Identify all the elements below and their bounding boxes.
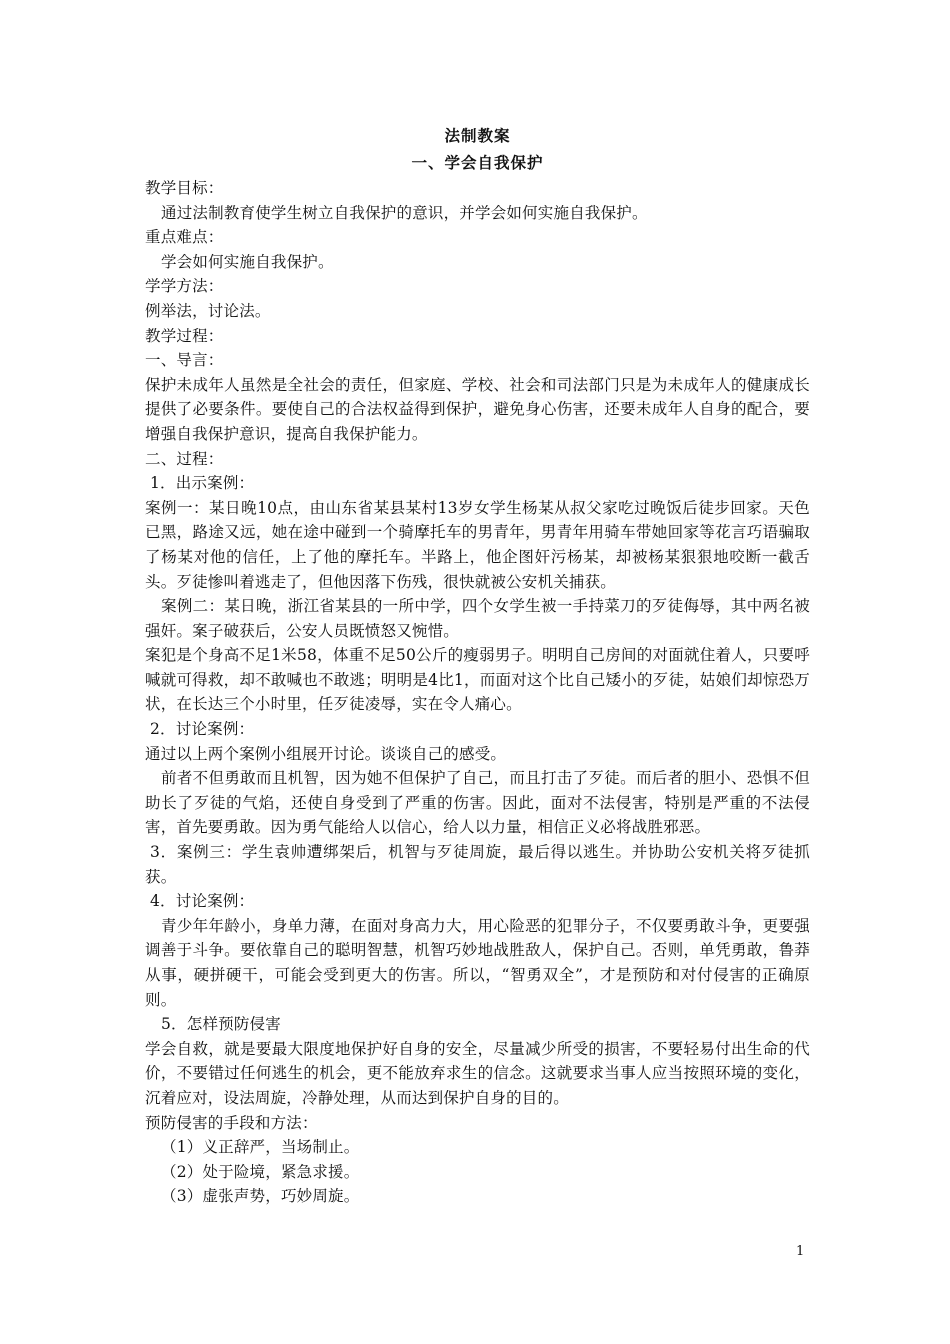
paragraph: 案例二：某日晚，浙江省某县的一所中学，四个女学生被一手持菜刀的歹徒侮辱，其中两名被强奸。案子破获后，公安人员既愤怒又惋惜。 [145,597,810,640]
paragraph: 一、导言： [145,351,224,370]
paragraph: 4．讨论案例： [150,892,255,911]
paragraph: 前者不但勇敢而且机智，因为她不但保护了自己，而且打击了歹徒。而后者的胆小、恐惧不但助长了歹徒的气焰，还使自身受到了严重的伤害。因此，面对不法侵害，特别是严重的不法侵害，首先要勇敢。因为勇气能给人以信心，给人以力量，相信正义必将战胜邪恶。 [145,769,810,837]
section-title: 一、学会自我保护 [411,153,544,172]
paragraph: 学会自救，就是要最大限度地保护好自身的安全，尽量减少所受的损害，不要轻易付出生命的代价，不要错过任何逃生的机会，更不能放弃求生的信念。这就要求当事人应当按照环境的变化，沉着应对，设法周旋，冷静处理，从而达到保护自身的目的。 [145,1039,810,1107]
paragraph: 保护未成年人虽然是全社会的责任，但家庭、学校、社会和司法部门只是为未成年人的健康成长提供了必要条件。要使自己的合法权益得到保护，避免身心伤害，还要未成年人自身的配合，要增强自我保护意识，提高自我保护能力。 [145,375,810,443]
paragraph: 3．案例三：学生袁帅遭绑架后，机智与歹徒周旋，最后得以逃生。并协助公安机关将歹徒抓获。 [145,843,810,886]
paragraph: 预防侵害的手段和方法： [145,1113,318,1132]
paragraph: 学会如何实施自我保护。 [161,252,334,271]
paragraph: 2．讨论案例： [150,720,255,739]
paragraph: 教学过程： [145,326,224,345]
paragraph: 重点难点： [145,228,224,247]
paragraph: 案犯是个身高不足1米58，体重不足50公斤的瘦弱男子。明明自己房间的对面就住着人，只要呼喊就可得救，却不敢喊也不敢逃；明明是4比1，而面对这个比自己矮小的歹徒，姑娘们却惊恐万状，在长达三个小时里，任歹徒凌辱，实在令人痛心。 [145,646,810,714]
paragraph: 二、过程： [145,449,224,468]
paragraph: 案例一：某日晚10点，由山东省某县某村13岁女学生杨某从叔父家吃过晚饭后徒步回家。天色已黑，路途又远，她在途中碰到一个骑摩托车的男青年，男青年用骑车带她回家等花言巧语骗取了杨某对他的信任，上了他的摩托车。半路上，他企图奸污杨某，却被杨某狠狠地咬断一截舌头。歹徒惨叫着逃走了，但他因落下伤残，很快就被公安机关捕获。 [145,498,810,591]
list-item: （1）义正辞严，当场制止。 [161,1138,360,1157]
paragraph: 通过法制教育使学生树立自我保护的意识，并学会如何实施自我保护。 [161,203,648,222]
paragraph: 5．怎样预防侵害 [161,1015,281,1034]
paragraph: 通过以上两个案例小组展开讨论。谈谈自己的感受。 [145,744,507,763]
list-item: （2）处于险境，紧急求援。 [161,1162,360,1181]
paragraph: 教学目标： [145,179,224,197]
paragraph: 学学方法： [145,277,224,296]
paragraph: 青少年年龄小，身单力薄，在面对身高力大，用心险恶的犯罪分子，不仅要勇敢斗争，更要强调善于斗争。要依靠自己的聪明智慧，机智巧妙地战胜敌人，保护自己。否则，单凭勇敢，鲁莽从事，硬拼硬干，可能会受到更大的伤害。所以，“智勇双全”，才是预防和对付侵害的正确原则。 [145,916,810,1009]
page-number: 1 [796,1244,805,1259]
paragraph: 1．出示案例： [150,474,255,493]
paragraph: 例举法，讨论法。 [145,301,271,320]
list-item: （3）虚张声势，巧妙周旋。 [161,1187,360,1206]
document-title: 法制教案 [444,126,511,145]
document-body [145,122,810,1209]
